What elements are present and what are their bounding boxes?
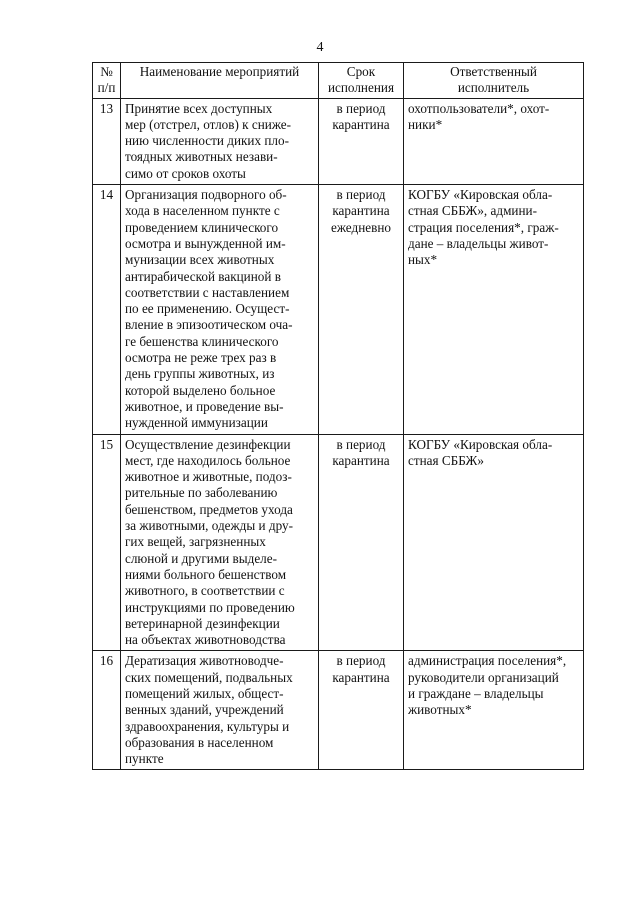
table-row (93, 434, 584, 651)
table-row (93, 98, 584, 184)
header-num: № п/п (93, 63, 121, 99)
row-responsible: КОГБУ «Кировская обла- стная СББЖ», админи- страция поселения*, граж- дане – владельцы живот- ных* (404, 185, 584, 434)
row-term: в период карантина (319, 434, 404, 651)
row-num: 14 (93, 185, 121, 434)
measures-table (92, 62, 584, 770)
header-responsible: Ответственный исполнитель (404, 63, 584, 99)
row-num: 15 (93, 434, 121, 651)
table-header-row (93, 63, 584, 99)
row-name: Организация подворного об- хода в населенном пункте с проведением клинического осмотра и вынужденной им- мунизации всех животных антирабической вакциной в соответствии с наставлением по ее применению. Осущест- вление в эпизоотическом оча- ге бешенства клинического осмотра не реже трех раз в день группы животных, из которой выделено больное животное, и проведение вы- нужденной иммунизации (121, 185, 319, 434)
row-name: Осуществление дезинфекции мест, где находилось больное животное и животные, подоз- рительные по заболеванию бешенством, предметов ухода за животными, одежды и дру- гих вещей, загрязненных слюной и другими выделе- ниями больного бешенством животного, в соответствии с инструкциями по проведению ветеринарной дезинфекции на объектах животноводства (121, 434, 319, 651)
header-name: Наименование мероприятий (121, 63, 319, 99)
table-row (93, 185, 584, 434)
row-name: Дератизация животноводче- ских помещений, подвальных помещений жилых, общест- венных зданий, учреждений здравоохранения, культуры и образования в населенном пункте (121, 651, 319, 770)
page-number: 4 (316, 40, 324, 55)
row-responsible: КОГБУ «Кировская обла- стная СББЖ» (404, 434, 584, 651)
row-num: 13 (93, 98, 121, 184)
row-responsible: охотпользователи*, охот- ники* (404, 98, 584, 184)
table-row (93, 651, 584, 770)
row-term: в период карантина ежедневно (319, 185, 404, 434)
row-responsible: администрация поселения*, руководители организаций и граждане – владельцы животных* (404, 651, 584, 770)
row-term: в период карантина (319, 98, 404, 184)
row-term: в период карантина (319, 651, 404, 770)
row-name: Принятие всех доступных мер (отстрел, отлов) к сниже- нию численности диких пло- тоядных животных незави- симо от сроков охоты (121, 98, 319, 184)
row-num: 16 (93, 651, 121, 770)
header-term: Срок исполнения (319, 63, 404, 99)
